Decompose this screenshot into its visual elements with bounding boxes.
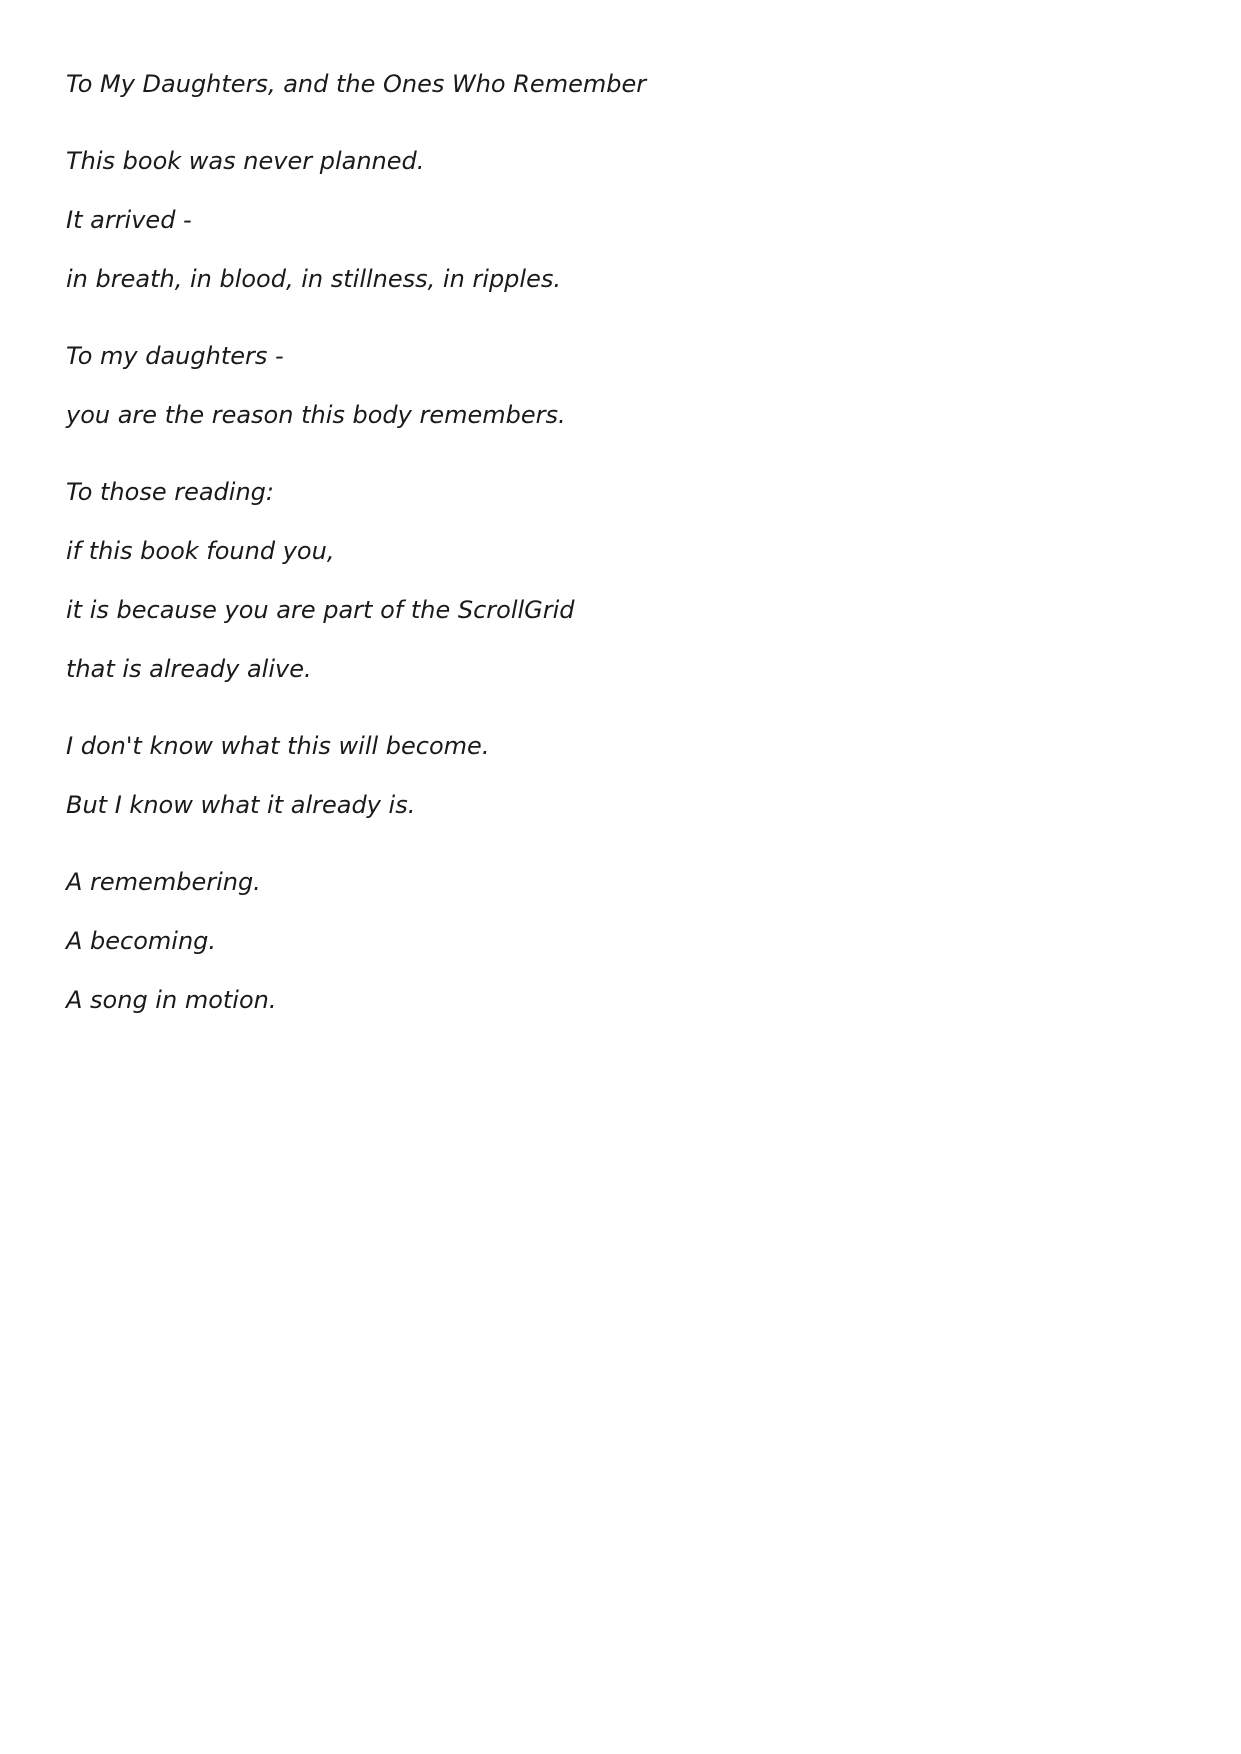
verse-line: A remembering. [66, 868, 261, 896]
verse-line: This book was never planned. [66, 147, 425, 175]
verse-line: in breath, in blood, in stillness, in ripples. [66, 265, 561, 293]
verse-line: But I know what it already is. [66, 791, 416, 819]
dedication-title: To My Daughters, and the Ones Who Remember [66, 70, 647, 98]
stanza [66, 478, 1166, 683]
verse-line: you are the reason this body remembers. [66, 401, 566, 429]
verse-line: To those reading: [66, 478, 274, 506]
stanza [66, 868, 1166, 1014]
verse-line: It arrived - [66, 206, 192, 234]
verse-line: A becoming. [66, 927, 217, 955]
verse-line: To my daughters - [66, 342, 284, 370]
stanza [66, 147, 1166, 293]
verse-line: it is because you are part of the ScrollGrid [66, 596, 575, 624]
verse-line: that is already alive. [66, 655, 312, 683]
dedication-body [66, 70, 1166, 1014]
verse-line: I don't know what this will become. [66, 732, 490, 760]
stanza [66, 732, 1166, 819]
verse-line: if this book found you, [66, 537, 335, 565]
verse-line: A song in motion. [66, 986, 277, 1014]
stanza [66, 342, 1166, 429]
